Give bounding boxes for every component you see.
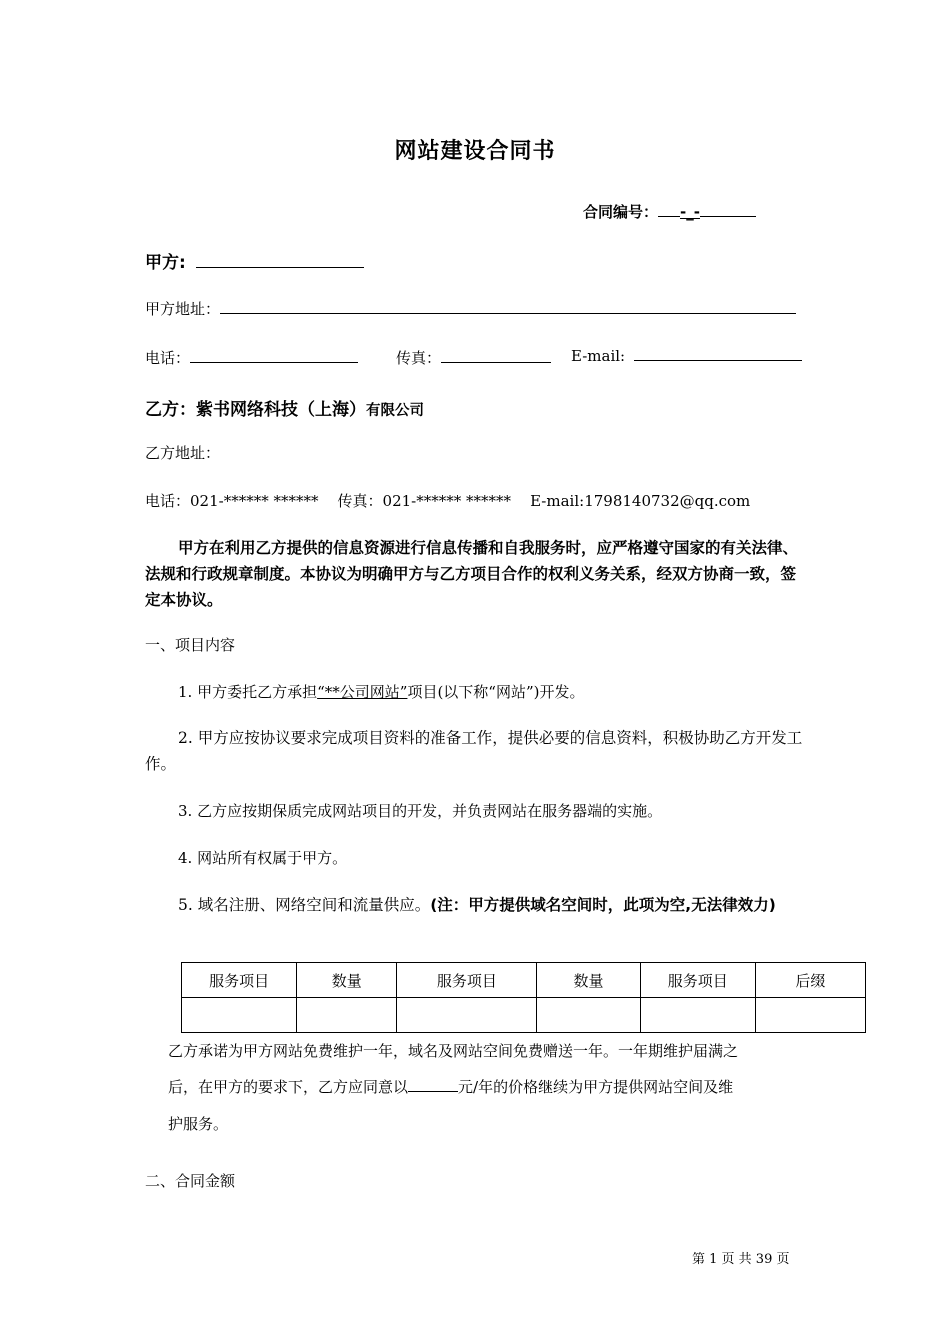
table-header-cell: 数量 xyxy=(297,963,397,998)
item-5-note: (注：甲方提供域名空间时，此项为空,无法律效力) xyxy=(430,896,776,914)
party-a-email-label: E-mail: xyxy=(571,347,626,365)
contract-number-label: 合同编号： xyxy=(583,203,659,221)
table-header-cell: 服务项目 xyxy=(397,963,537,998)
party-a-email-blank[interactable] xyxy=(634,359,802,361)
maintenance-line-1: 乙方承诺为甲方网站免费维护一年，域名及网站空间免费赠送一年。一年期维护届满之 xyxy=(168,1042,739,1060)
party-a-line xyxy=(145,248,364,273)
party-b-line xyxy=(145,395,424,420)
party-a-fax-line xyxy=(396,347,551,368)
item-1-prefix: 1. 甲方委托乙方承担 xyxy=(178,683,318,701)
party-a-fax-label: 传真： xyxy=(396,349,442,367)
table-cell[interactable] xyxy=(755,998,865,1033)
maintenance-line-2-suffix: 元/年的价格继续为甲方提供网站空间及维 xyxy=(458,1078,734,1096)
table-row xyxy=(182,998,866,1033)
table-cell[interactable] xyxy=(640,998,755,1033)
page-footer: 第 1 页 共 39 页 xyxy=(692,1252,790,1267)
table-header-cell: 数量 xyxy=(537,963,640,998)
party-a-phone-label: 电话： xyxy=(145,349,191,367)
party-b-name: 紫书网络科技（上海） xyxy=(196,400,366,420)
section-2-heading: 二、合同金额 xyxy=(145,1172,236,1190)
party-b-contact-line: 电话：021-****** ****** 传真：021-****** ****** E-mail:1798140732@qq.com xyxy=(145,492,751,510)
party-b-name-suffix: 有限公司 xyxy=(366,403,424,419)
party-a-phone-blank[interactable] xyxy=(190,361,358,363)
maintenance-line-2-prefix: 后，在甲方的要求下，乙方应同意以 xyxy=(168,1078,409,1096)
maintenance-line-2 xyxy=(168,1076,733,1097)
section-1-item-1 xyxy=(178,681,584,702)
table-header-row xyxy=(182,963,866,998)
maintenance-line-3: 护服务。 xyxy=(168,1115,229,1133)
table-header-cell: 服务项目 xyxy=(640,963,755,998)
item-1-project-name: “**公司网站” xyxy=(317,683,408,701)
section-1-item-4: 4. 网站所有权属于甲方。 xyxy=(178,849,348,867)
party-b-address-label: 乙方地址： xyxy=(145,444,221,462)
section-1-item-5 xyxy=(145,892,810,918)
service-table xyxy=(181,962,866,1033)
contract-number-value: -_- xyxy=(680,203,700,221)
party-b-label: 乙方： xyxy=(145,400,196,420)
page-title: 网站建设合同书 xyxy=(394,139,556,164)
section-1-item-2: 2. 甲方应按协议要求完成项目资料的准备工作，提供必要的信息资料，积极协助乙方开发工作。 xyxy=(145,729,803,773)
table-header-cell: 后缀 xyxy=(755,963,865,998)
table-cell[interactable] xyxy=(182,998,297,1033)
party-a-contact-line xyxy=(145,347,358,368)
contract-number xyxy=(583,201,756,222)
party-a-blank[interactable] xyxy=(196,266,364,268)
table-cell[interactable] xyxy=(297,998,397,1033)
section-1-heading: 一、项目内容 xyxy=(145,636,236,654)
party-a-fax-blank[interactable] xyxy=(441,361,551,363)
party-a-email-line xyxy=(571,347,802,365)
party-a-address-blank[interactable] xyxy=(220,312,796,314)
party-a-address-line xyxy=(145,298,796,319)
annual-price-blank[interactable] xyxy=(408,1090,458,1092)
party-a-label: 甲方: xyxy=(145,253,186,273)
table-cell[interactable] xyxy=(537,998,640,1033)
item-1-suffix: 项目(以下称“网站”)开发。 xyxy=(407,683,585,701)
table-cell[interactable] xyxy=(397,998,537,1033)
party-a-address-label: 甲方地址： xyxy=(145,300,221,318)
section-1-item-3: 3. 乙方应按期保质完成网站项目的开发，并负责网站在服务器端的实施。 xyxy=(178,802,663,820)
item-5-prefix: 5. 域名注册、网络空间和流量供应。 xyxy=(178,896,431,914)
intro-paragraph: 甲方在利用乙方提供的信息资源进行信息传播和自我服务时，应严格遵守国家的有关法律、法规和行政规章制度。本协议为明确甲方与乙方项目合作的权利义务关系，经双方协商一致，签定本协议。 xyxy=(145,539,799,609)
table-header-cell: 服务项目 xyxy=(182,963,297,998)
